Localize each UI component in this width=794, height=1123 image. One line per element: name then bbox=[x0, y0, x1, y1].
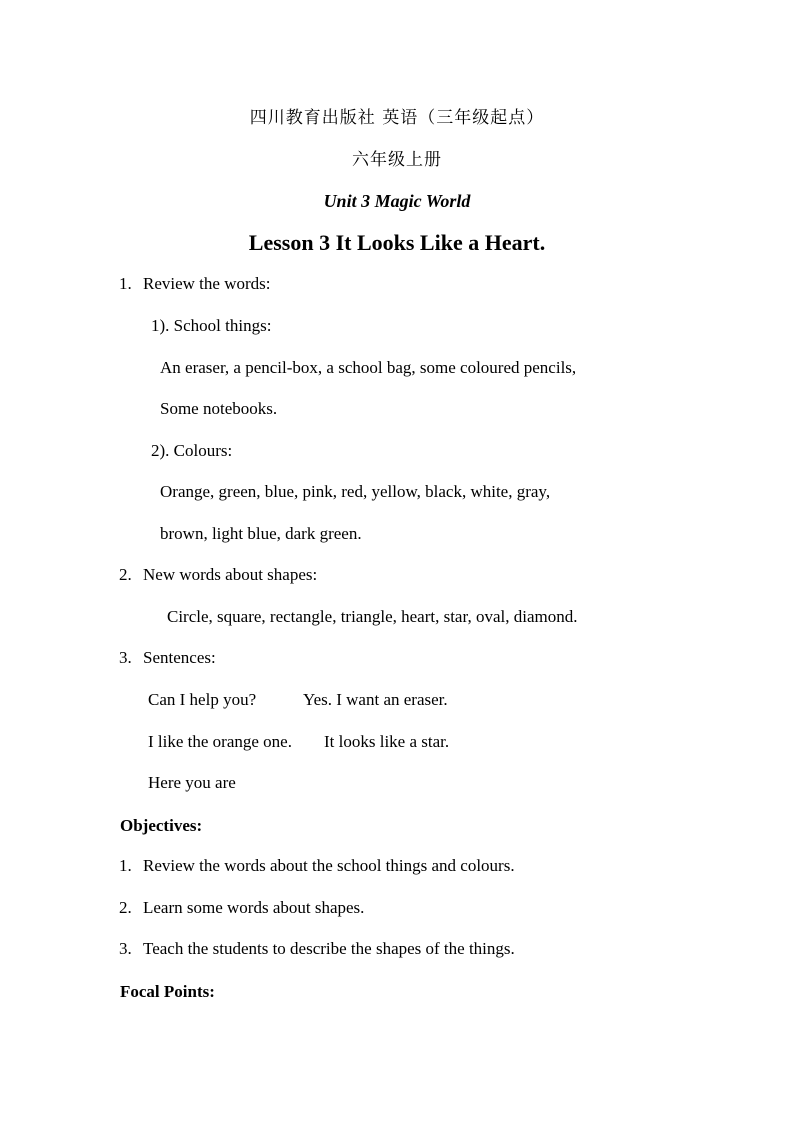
section1-number: 1. bbox=[119, 274, 132, 293]
colours-line2: brown, light blue, dark green. bbox=[160, 524, 362, 543]
objective-number: 3. bbox=[119, 939, 132, 958]
colours-line1: Orange, green, blue, pink, red, yellow, black, white, gray, bbox=[160, 482, 551, 501]
objective-text: Learn some words about shapes. bbox=[143, 898, 365, 917]
objective-item bbox=[119, 939, 515, 959]
section1-heading bbox=[119, 274, 270, 294]
section2-heading bbox=[119, 565, 317, 585]
section3-heading bbox=[119, 648, 216, 668]
school-things-line2: Some notebooks. bbox=[160, 399, 278, 418]
objective-number: 1. bbox=[119, 856, 132, 875]
focal-points-heading: Focal Points: bbox=[120, 982, 215, 1001]
objective-item bbox=[119, 856, 515, 876]
section3-number: 3. bbox=[119, 648, 132, 667]
grade-title: 六年级上册 bbox=[352, 150, 442, 170]
sentence-1b: Yes. I want an eraser. bbox=[303, 690, 448, 709]
sentence-3: Here you are bbox=[148, 773, 236, 792]
objective-text: Teach the students to describe the shapes of the things. bbox=[143, 939, 515, 958]
school-things-line1: An eraser, a pencil-box, a school bag, some coloured pencils, bbox=[160, 358, 577, 377]
unit-title: Unit 3 Magic World bbox=[323, 191, 471, 211]
section2-number: 2. bbox=[119, 565, 132, 584]
section3-title: Sentences: bbox=[143, 648, 216, 667]
sentence-2a: I like the orange one. bbox=[148, 732, 292, 751]
lesson-title: Lesson 3 It Looks Like a Heart. bbox=[248, 230, 546, 255]
section1-title: Review the words: bbox=[143, 274, 271, 293]
shapes-words: Circle, square, rectangle, triangle, heart, star, oval, diamond. bbox=[167, 607, 578, 626]
school-things-label: 1). School things: bbox=[151, 316, 272, 335]
sentence-2b: It looks like a star. bbox=[324, 732, 450, 751]
objectives-heading: Objectives: bbox=[120, 816, 203, 835]
colours-label: 2). Colours: bbox=[151, 441, 233, 460]
publisher-title: 四川教育出版社 英语（三年级起点） bbox=[249, 108, 545, 128]
objective-number: 2. bbox=[119, 898, 132, 917]
objective-item bbox=[119, 898, 364, 918]
section2-title: New words about shapes: bbox=[143, 565, 318, 584]
objective-text: Review the words about the school things and colours. bbox=[143, 856, 515, 875]
sentence-1a: Can I help you? bbox=[148, 690, 257, 709]
